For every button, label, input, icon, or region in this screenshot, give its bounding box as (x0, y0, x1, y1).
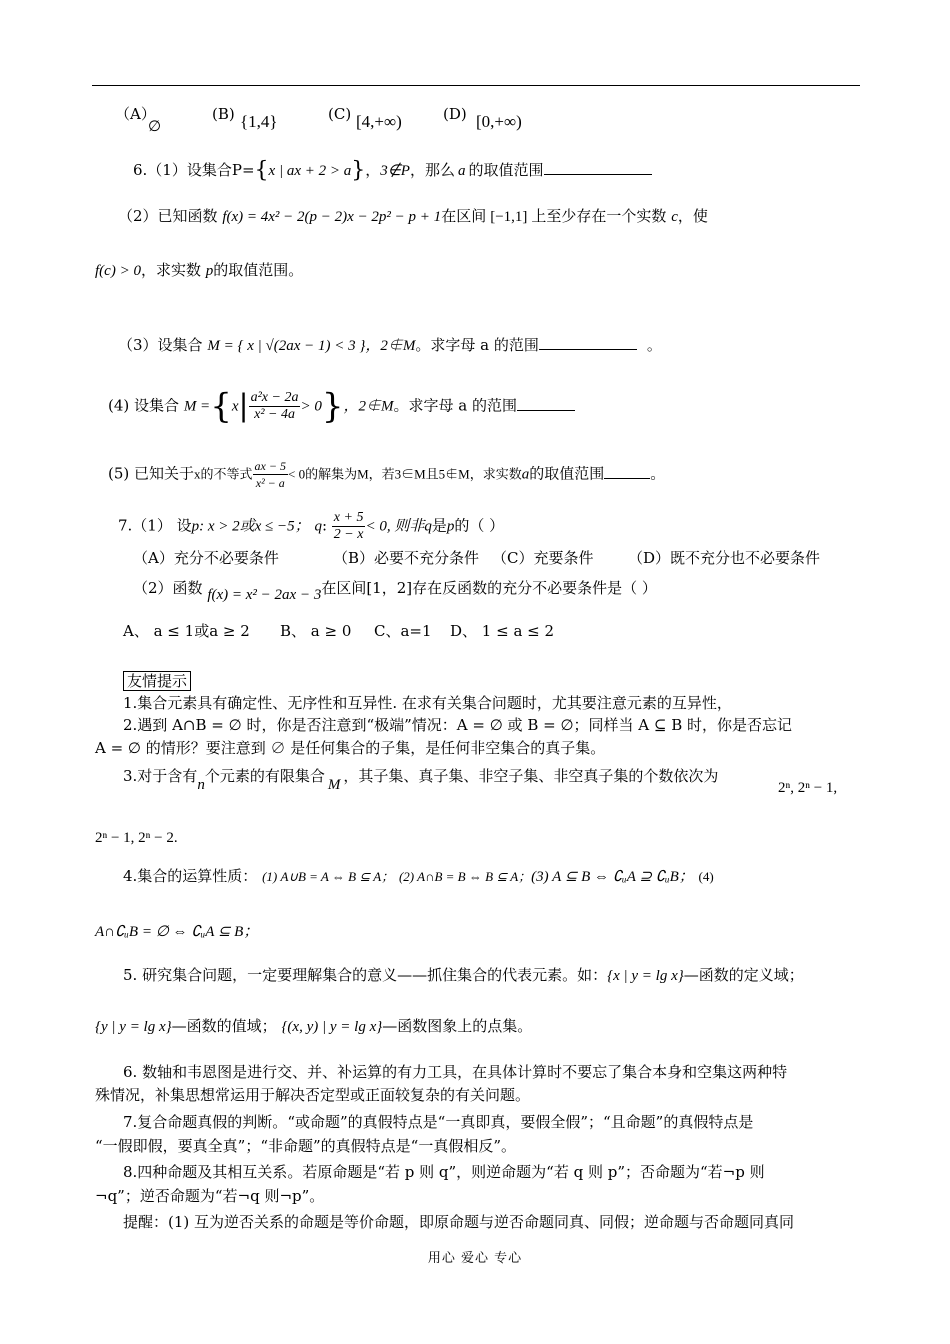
tip-7-line2: “一假即假，要真全真”；“非命题”的真假特点是“一真假相反”。 (95, 1137, 517, 1155)
tip-3-counts-cont: 2ⁿ − 1, 2ⁿ − 2. (95, 830, 178, 846)
tip-6-line2: 殊情况，补集思想常运用于解决否定型或正面较复杂的有关问题。 (95, 1086, 531, 1104)
tip-6-line1: 6. 数轴和韦恩图是进行交、并、补运算的有力工具，在具体计算时不要忘了集合本身和空集这两种特 (123, 1063, 788, 1081)
answer-blank (604, 464, 650, 479)
tip-1: 1.集合元素具有确定性、无序性和互异性. 在求有关集合问题时，尤其要注意元素的互异性， (123, 694, 732, 712)
page-footer: 用心 爱心 专心 (427, 1251, 523, 1266)
q7-option-b: （B）必要不充分条件 (333, 549, 480, 567)
tip-2-line2: A = ∅ 的情形？要注意到 ∅ 是任何集合的子集，是任何非空集合的真子集。 (95, 739, 606, 757)
question-6-2-line2: f(c) > 0，求实数 p的取值范围。 (95, 261, 304, 279)
tips-title: 友情提示 (123, 671, 191, 691)
question-6-2-line1: （2）已知函数 f(x) = 4x² − 2(p − 2)x − 2p² − p + 1在区间 [−1,1] 上至少存在一个实数 c，使 (118, 207, 708, 225)
tip-5: 5. 研究集合问题，一定要理解集合的意义——抓住集合的代表元素。如：{x | y = lg x}—函数的定义域； (123, 966, 804, 984)
question-6-4: (4) 设集合 M ={x| $\frac{\text{a²x − 2a}}{\text{x² − 4a}}$ > 0}，2∉M。求字母 a 的范围 (108, 390, 575, 423)
q7-2-option-c: C、a=1 (374, 622, 432, 640)
question-6-3: （3）设集合 M = { x | √(2ax − 1) < 3 }，2∉M。求字母 a 的范围 。 (118, 336, 662, 354)
q7-2-option-b: B、 a ≥ 0 (280, 622, 352, 640)
answer-blank (517, 396, 575, 411)
option-d: (D) (443, 105, 467, 123)
tip-5-cont: {y | y = lg x}—函数的值域； {(x, y) | y = lg x}—函数图象上的点集。 (95, 1017, 533, 1035)
option-b: (B) (212, 105, 235, 123)
q7-2-option-d: D、 1 ≤ a ≤ 2 (450, 622, 555, 640)
q7-2-option-a: A、 a ≤ 1或a ≥ 2 (123, 622, 250, 640)
header-rule (92, 85, 860, 86)
question-7-1: 7.（1） 设p: x > 2或x ≤ −5； q: $\frac{x + 5}{2 - x}$ < 0, 则非q是p的（ ） (118, 510, 505, 542)
q7-option-d: （D）既不充分也不必要条件 (628, 549, 821, 567)
option-a-value: ∅ (148, 117, 162, 135)
answer-blank (544, 160, 652, 175)
question-6-5: (5) 已知关于x的不等式 $\frac{ax - 5}{\text{x² − a}}$ < 0的解集为M，若3∈M且5∉M，求实数a的取值范围 。 (108, 459, 666, 490)
option-b-value: {1,4} (240, 112, 278, 131)
option-d-value: [0,+∞) (476, 112, 522, 131)
tip-4-cont: A∩∁ᵤB = ∅ ⇔ ∁ᵤA ⊆ B； (95, 924, 259, 940)
option-a: （A） (115, 105, 156, 123)
tip-2-line1: 2.遇到 A∩B = ∅ 时，你是否注意到“极端”情况：A = ∅ 或 B = ∅；同样当 A ⊆ B 时，你是否忘记 (123, 716, 793, 734)
tip-7-line1: 7.复合命题真假的判断。“或命题”的真假特点是“一真即真，要假全假”；“且命题”的真假特点是 (123, 1113, 754, 1131)
tip-reminder: 提醒：(1) 互为逆否关系的命题是等价命题，即原命题与逆否命题同真、同假；逆命题与否命题同真同 (123, 1213, 795, 1231)
tip-3: 3.对于含有n个元素的有限集合 M ，其子集、真子集、非空子集、非空真子集的个数依次为 (123, 767, 719, 793)
q7-option-c: （C）充要条件 (492, 549, 594, 567)
question-7-2: （2）函数 f(x) = x² − 2ax − 3在区间[1，2]存在反函数的充分不必要条件是（ ） (133, 579, 657, 603)
tip-8-line1: 8.四种命题及其相互关系。若原命题是“若 p 则 q”，则逆命题为“若 q 则 p”；否命题为“若¬p 则 (123, 1163, 765, 1181)
answer-blank (539, 335, 637, 350)
tip-3-counts: 2ⁿ, 2ⁿ − 1, (778, 780, 838, 796)
option-c: (C) (328, 105, 352, 123)
q7-option-a: （A）充分不必要条件 (133, 549, 279, 567)
option-c-value: [4,+∞) (356, 112, 402, 131)
tip-8-line2: ¬q”；逆否命题为“若¬q 则¬p”。 (95, 1187, 325, 1205)
question-6-1: 6.（1）设集合P={x | ax + 2 > a}，3∉P，那么 a 的取值范围 (133, 160, 652, 181)
tip-4: 4.集合的运算性质： (1) A∪B = A ⇔ B ⊆ A； (2) A∩B = B ⇔ B ⊆ A；(3) A ⊆ B ⇔ ∁ᵤA ⊇ ∁ᵤB； (4) (123, 867, 714, 885)
